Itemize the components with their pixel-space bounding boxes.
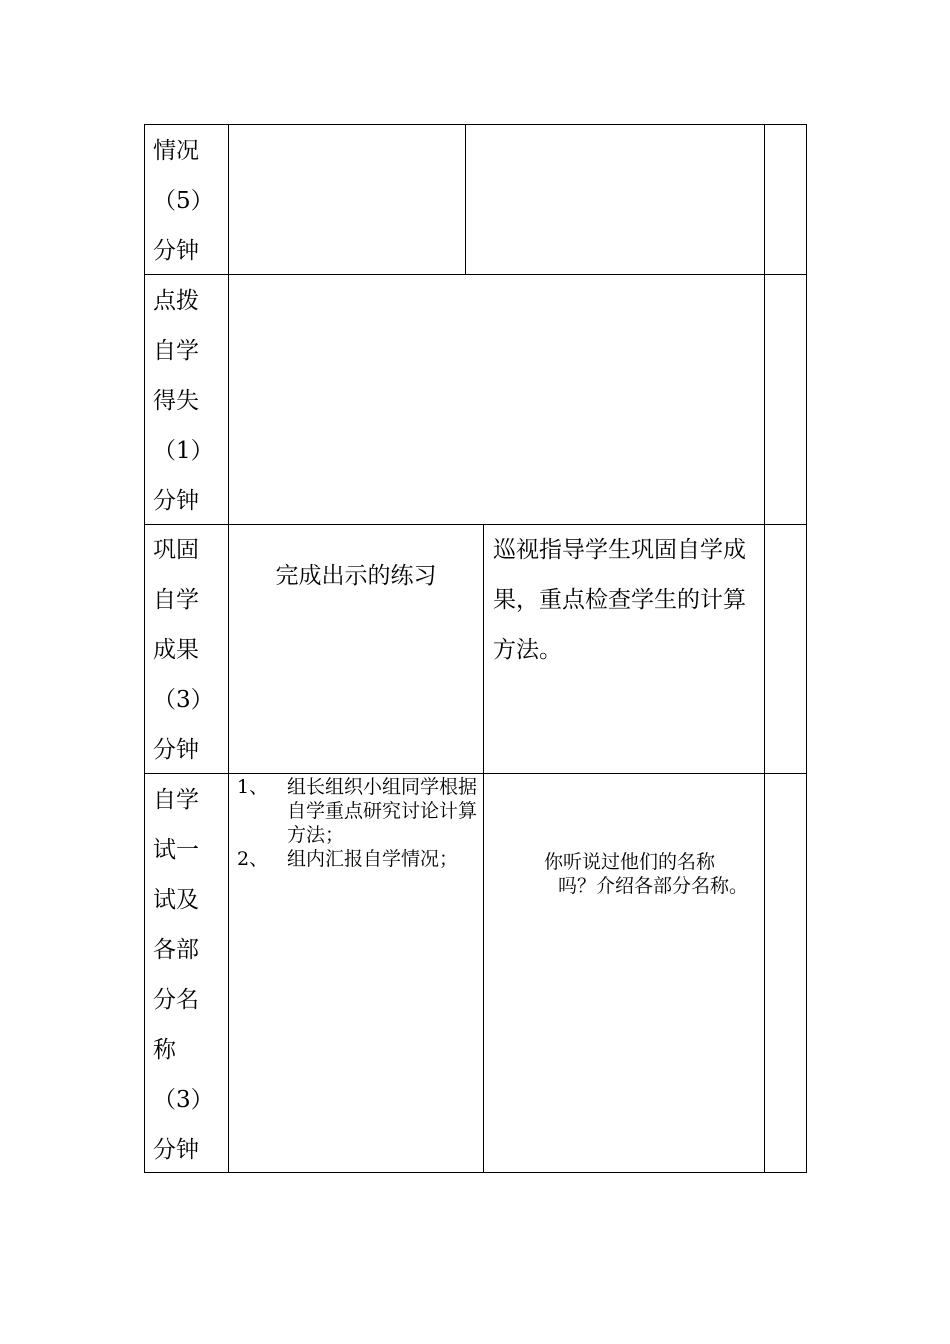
row4-teacher-text: 你听说过他们的名称吗？介绍各部分名称。 bbox=[544, 851, 749, 897]
row4-stage-label: 自学 试一 试及 各部 分名 称 （3） 分钟 bbox=[153, 787, 214, 1163]
list-item-number: 2、 bbox=[237, 848, 269, 870]
row4-teacher-cell bbox=[544, 850, 750, 898]
row2-stage-label: 点拨 自学 得失 （1） 分钟 bbox=[153, 288, 214, 514]
list-item-text: 组长组织小组同学根据自学重点研究讨论计算方法； bbox=[287, 776, 478, 846]
list-item bbox=[229, 775, 477, 847]
row1-teacher-cell bbox=[466, 125, 764, 274]
row4-student-cell bbox=[229, 775, 483, 871]
row3-teacher-cell: 巡视指导学生巩固自学成果，重点检查学生的计算方法。 bbox=[493, 537, 746, 663]
table-border-right bbox=[806, 124, 807, 1173]
row2-content-cell bbox=[229, 275, 764, 524]
list-item-number: 1、 bbox=[237, 776, 269, 798]
row3-student-cell: 完成出示的练习 bbox=[275, 563, 437, 589]
row-divider-3 bbox=[144, 773, 807, 774]
list-item bbox=[229, 847, 477, 871]
notes-column-divider bbox=[764, 124, 765, 1173]
row1-stage-label: 情况 （5） 分钟 bbox=[153, 138, 214, 264]
list-item-text: 组内汇报自学情况； bbox=[287, 848, 459, 870]
row3-stage-label: 巩固 自学 成果 （3） 分钟 bbox=[153, 537, 214, 763]
row1-student-cell bbox=[229, 125, 465, 274]
table-border-bottom bbox=[144, 1172, 807, 1173]
